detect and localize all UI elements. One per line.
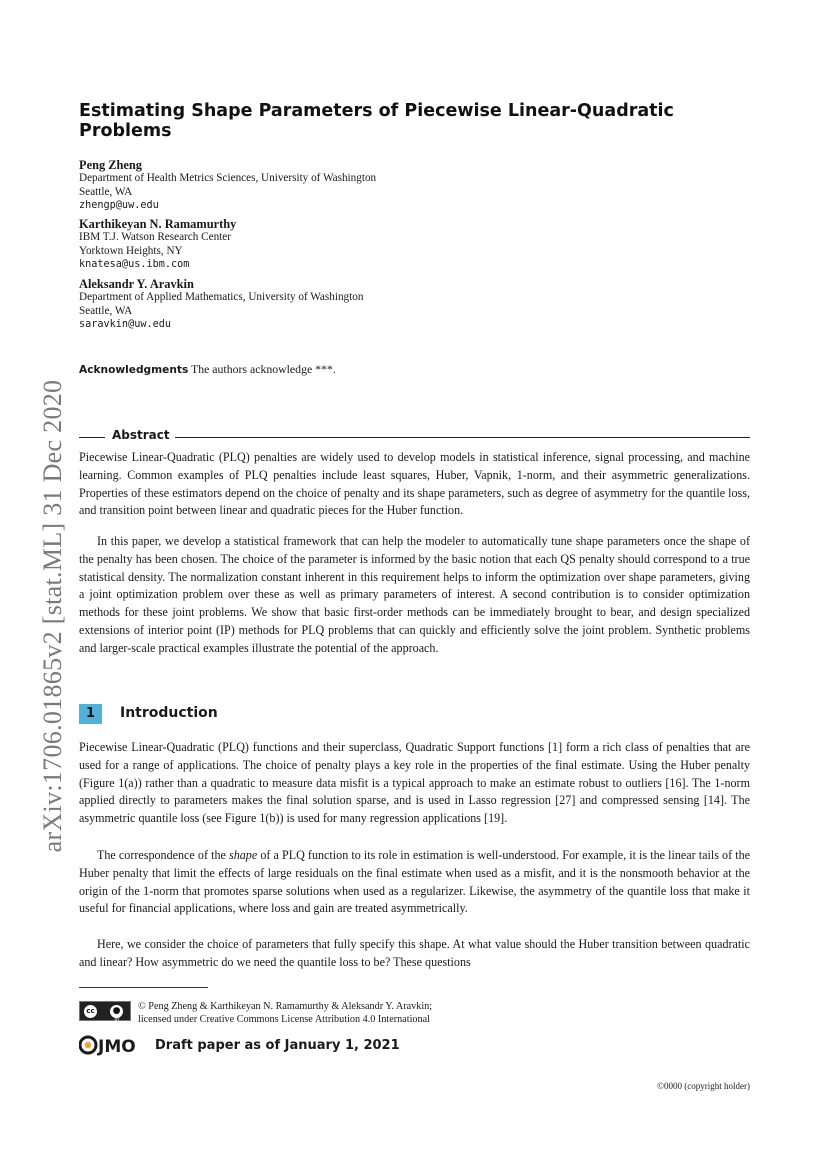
author-block: [79, 159, 579, 212]
author-name: Aleksandr Y. Aravkin: [79, 277, 194, 291]
intro-emphasis: shape: [228, 848, 258, 862]
cc-icon: cc: [83, 1004, 98, 1019]
section-title: Introduction: [120, 705, 218, 721]
draft-notice: Draft paper as of January 1, 2021: [155, 1038, 400, 1053]
author-email: knatesa@us.ibm.com: [79, 258, 190, 270]
intro-paragraph-2-start: The correspondence of the: [97, 848, 229, 862]
acknowledgments: [79, 362, 336, 377]
author-email: saravkin@uw.edu: [79, 318, 172, 330]
abstract-paragraph-2: [79, 533, 750, 658]
author-affiliation: Department of Applied Mathematics, University of Washington: [79, 291, 364, 304]
intro-paragraph-3: [79, 936, 750, 972]
copyright-holder: ©0000 (copyright holder): [657, 1081, 750, 1091]
ojmo-logo: [79, 1034, 145, 1056]
intro-paragraph-3-text: Here, we consider the choice of parameters that fully specify this shape. At what value should the Huber transition between quadratic and linear? How asymmetric do we need the quantile loss to be? These questions: [79, 937, 750, 969]
svg-text:JMO: JMO: [98, 1037, 136, 1056]
abstract-paragraph-1: Piecewise Linear-Quadratic (PLQ) penalties are widely used to develop models in statistical inference, signal processing, and machine learning. Common examples of PLQ penalties include least squares, Huber, Vapnik, 1-norm, and their asymmetric generalizations. Properties of these estimators depend on the choice of penalty and its shape parameters, such as degree of asymmetry for the quantile loss, and transition point between linear and quadratic pieces for the Huber function.: [79, 450, 750, 518]
cc-license-badge[interactable]: [79, 1001, 131, 1021]
footnote-rule: [79, 987, 208, 988]
paper-title: Estimating Shape Parameters of Piecewise Linear-Quadratic Problems: [79, 101, 674, 141]
author-location: Seattle, WA: [79, 304, 133, 317]
license-line-1: © Peng Zheng & Karthikeyan N. Ramamurthy & Aleksandr Y. Aravkin;: [138, 1001, 433, 1012]
intro-paragraph-2: [79, 847, 750, 918]
license-line-2: licensed under Creative Commons License Attribution 4.0 International: [138, 1013, 430, 1025]
abstract-label: Abstract: [112, 428, 170, 442]
abstract-paragraph-2-text: In this paper, we develop a statistical framework that can help the modeler to automatically tune shape parameters once the shape of the penalty has been chosen. The choice of the parameter is informed by the basic notion that each QS penalty should correspond to a true statistical density. The normalization constant inherent in this requirement helps to inform the optimization over shape parameters, giving a joint optimization problem over these as well as primary parameters of interest. A second contribution is to consider optimization methods for these joint problems. We show that basic first-order methods can be immediately brought to bear, and design specialized extensions of interior point (IP) methods for PLQ problems that can quickly and efficiently solve the joint problem. Synthetic problems and larger-scale practical examples illustrate the potential of the approach.: [79, 534, 750, 655]
intro-paragraph-1: Piecewise Linear-Quadratic (PLQ) functions and their superclass, Quadratic Support functions [1] form a rich class of penalties that are used for a range of applications. The choice of penalty plays a key role in the properties of the final estimate. Using the Huber penalty (Figure 1(a)) rather than a quadratic to measure data misfit is a typical approach to make an estimate robust to outliers [16]. The 1-norm applied directly to parameters makes the final solution sparse, and is used in Lasso regression [27] and compressed sensing [14]. The asymmetric quantile loss (see Figure 1(b)) is used for many regression applications [19].: [79, 740, 750, 826]
author-location: Yorktown Heights, NY: [79, 244, 183, 257]
author-name: Karthikeyan N. Ramamurthy: [79, 217, 237, 231]
author-block: [79, 218, 579, 271]
abstract-heading: [79, 428, 750, 446]
author-location: Seattle, WA: [79, 185, 133, 198]
by-label: BY: [114, 1017, 120, 1022]
author-affiliation: Department of Health Metrics Sciences, University of Washington: [79, 172, 377, 185]
author-email: zhengp@uw.edu: [79, 199, 159, 211]
author-name: Peng Zheng: [79, 158, 142, 172]
person-icon: ●: [109, 1004, 124, 1019]
author-block: [79, 278, 579, 331]
intro-paragraph-2-rest: of a PLQ function to its role in estimation is well-understood. For example, it is the linear tails of the Huber penalty that limit the effects of large residuals on the final estimate when used as a misfit, and it is the nonsmooth behavior at the origin of the 1-norm that promotes sparse solutions when used as a regularizer. Likewise, the asymmetry of the quantile loss that make it useful for financial applications, where loss and gain are treated asymmetrically.: [79, 848, 750, 916]
acknowledgments-text: The authors acknowledge ***.: [191, 362, 336, 376]
license-text: [138, 1001, 432, 1026]
abstract-rule-right: [175, 437, 750, 438]
section-number: 1: [79, 704, 102, 724]
acknowledgments-label: Acknowledgments: [79, 364, 189, 376]
arxiv-stamp: arXiv:1706.01865v2 [stat.ML] 31 Dec 2020: [38, 379, 67, 853]
author-affiliation: IBM T.J. Watson Research Center: [79, 231, 231, 244]
abstract-rule-left: [79, 437, 105, 438]
